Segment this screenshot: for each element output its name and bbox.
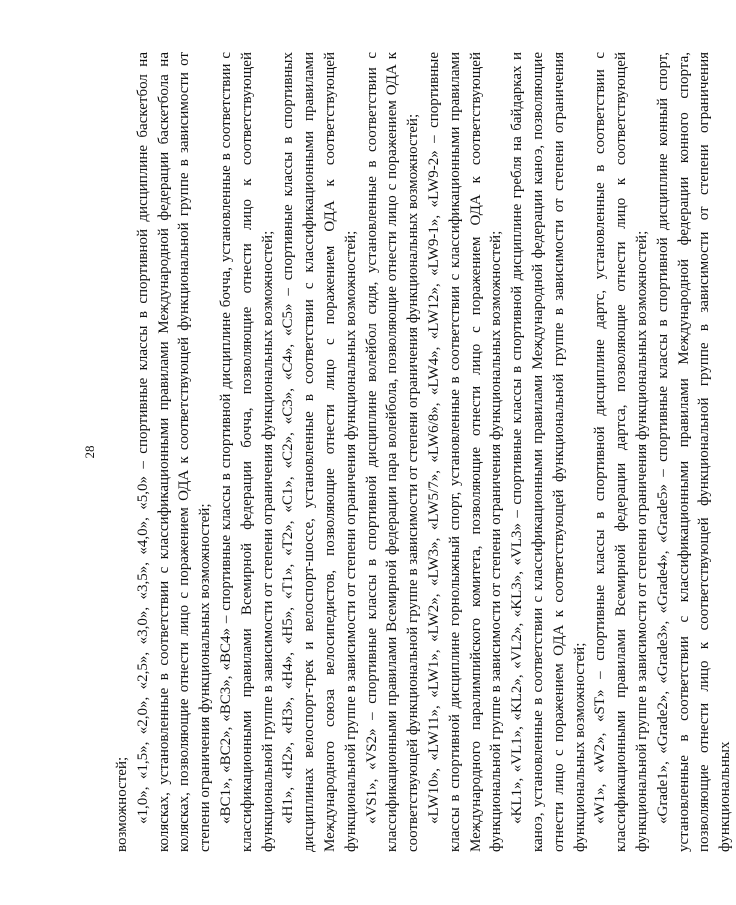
rotated-text-block [80,52,734,852]
paragraph: «W1», «W2», «ST» – спортивные классы в спортивной дисциплине дартс, установленные в соответствии с классификационными правилами Всемирной федерации дартса, позволяющие отнести лицо к соответствующей функциональной группе в зависимости от степени ограничения функциональных возможностей; [592,52,650,852]
page-number: 28 [82,445,97,459]
paragraph: возможностей; [114,756,130,852]
paragraph: «H1», «H2», «H3», «H4», «H5», «T1», «T2», «C1», «C2», «C3», «C4», «C5» – спортивные классы в спортивных дисциплинах велоспорт-трек и велоспорт-шоссе, установленные в соответствии с классификационными правилами Международного союза велосипедистов, позволяющие отнести лицо с поражением ОДА к соответствующей функциональной группе в зависимости от степени ограничения функциональных возможностей; [280,52,359,852]
paragraph: «1,0», «1,5», «2,0», «2,5», «3,0», «3,5», «4,0», «5,0» – спортивные классы в спортивной дисциплине баскетбол на колясках, установленные в соответствии с классификационными правилами Международной федерации баскетбола на колясках, позволяющие отнести лицо с поражением ОДА к соответствующей функциональной группе в зависимости от степени ограничения функциональных возможностей; [134,52,214,852]
paragraph: «LW10», «LW11», «LW1», «LW2», «LW3», «LW5/7», «LW6/8», «LW4», «LW12», «LW9-1», «LW9-2» – спортивные классы в спортивной дисциплине горнолыжный спорт, установленные в соответствии с классификационными правилами Международного паралимпийского комитета, позволяющие отнести лицо с поражением ОДА к соответствующей функциональной группе в зависимости от степени ограничения функциональных возможностей; [425,52,505,852]
paragraph: «Grade1», «Grade2», «Grade3», «Grade4», «Grade5» – спортивные классы в спортивной дисциплине конный спорт, установленные в соответствии с классификационными правилами Международной федерации конного спорта, позволяющие отнести лицо к соответствующей функциональной группе в зависимости от степени ограничения функциональных [654,52,734,852]
paragraph: «VS1», «VS2» – спортивные классы в спортивной дисциплине волейбол сидя, установленные в соответствии с классификационными правилами Всемирной федерации пара волейбола, позволяющие отнести лицо с поражением ОДА к соответствующей функциональной группе в зависимости от степени ограничения функциональных возможностей; [363,52,422,852]
paragraph: «BC1», «BC2», «BC3», «BC4» – спортивные классы в спортивной дисциплине бочча, установленные в соответствии с классификационными правилами Всемирной федерации бочча, позволяющие отнести лицо к соответствующей функциональной группе в зависимости от степени ограничения функциональных возможностей; [217,52,276,852]
paragraph: «KL1», «VL1», «KL2», «VL2», «KL3», «VL3» – спортивные классы в спортивной дисциплине гребля на байдарках и каноэ, установленные в соответствии с классификационными правилами Международной федерации каноэ, позволяющие отнести лицо с поражением ОДА к соответствующей функциональной группе в зависимости от степени ограничения функциональных возможностей; [509,52,588,852]
